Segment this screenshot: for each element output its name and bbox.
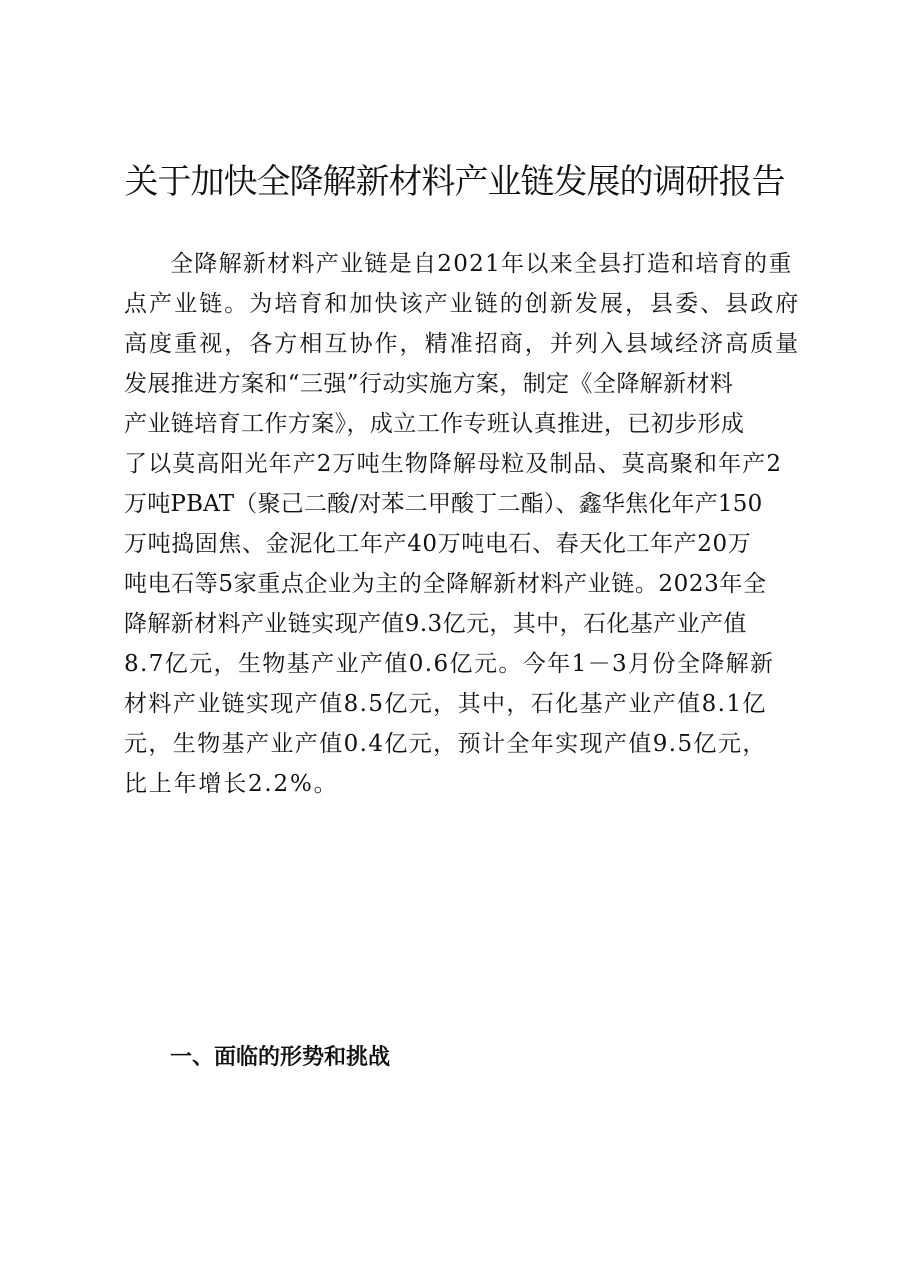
document-title: 关于加快全降解新材料产业链发展的调研报告 [124, 162, 785, 202]
paragraph-line: 元，生物基产业产值0.4亿元，预计全年实现产值9.5亿元， [124, 731, 767, 757]
paragraph-line: 点产业链。为培育和加快该产业链的创新发展，县委、县政府 [124, 291, 801, 317]
paragraph-line: 万吨捣固焦、金泥化工年产40万吨电石、春天化工年产20万 [124, 531, 752, 557]
paragraph-line: 了以莫高阳光年产2万吨生物降解母粒及制品、莫高聚和年产2 [124, 451, 783, 477]
paragraph-line: 吨电石等5家重点企业为主的全降解新材料产业链。2023年全 [124, 571, 767, 597]
paragraph-line: 比上年增长2.2%。 [124, 771, 339, 797]
intro-paragraph [124, 244, 801, 804]
section-heading: 一、面临的形势和挑战 [170, 1045, 391, 1070]
paragraph-line: 材料产业链实现产值8.5亿元，其中，石化基产业产值8.1亿 [124, 691, 767, 717]
paragraph-line: 产业链培育工作方案》，成立工作专班认真推进，已初步形成 [124, 411, 745, 437]
paragraph-line: 降解新材料产业链实现产值9.3亿元，其中，石化基产业产值 [124, 611, 747, 637]
paragraph-line: 万吨PBAT（聚己二酸/对苯二甲酸丁二酯）、鑫华焦化年产150 [124, 491, 763, 517]
paragraph-line: 全降解新材料产业链是自2021年以来全县打造和培育的重 [170, 251, 793, 277]
paragraph-line: 高度重视，各方相互协作，精准招商，并列入县域经济高质量 [124, 331, 801, 357]
paragraph-line: 8.7亿元，生物基产业产值0.6亿元。今年1－3月份全降解新 [124, 651, 775, 677]
paragraph-line: 发展推进方案和“三强”行动实施方案，制定《全降解新材料 [124, 371, 734, 397]
